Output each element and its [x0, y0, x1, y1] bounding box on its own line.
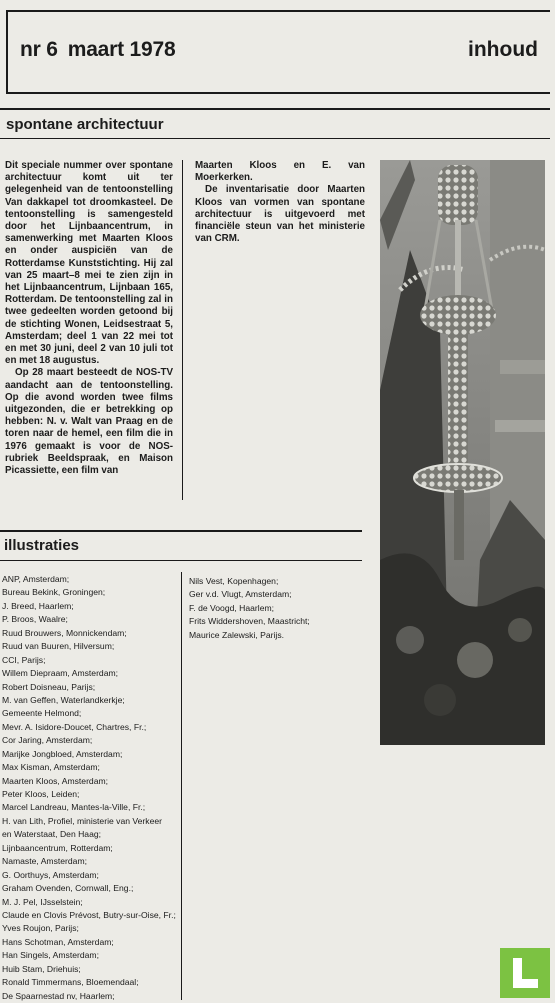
contents-label: inhoud: [468, 38, 538, 61]
credit-entry: Ger v.d. Vlugt, Amsterdam;: [189, 589, 292, 600]
publisher-logo: [500, 948, 550, 998]
article-column-2: [195, 160, 365, 245]
credit-entry: De Spaarnestad nv, Haarlem;: [2, 990, 115, 1001]
credit-entry: Max Kisman, Amsterdam;: [2, 762, 100, 773]
credit-entry: ANP, Amsterdam;: [2, 574, 70, 584]
credit-entry: Graham Ovenden, Cornwall, Eng.;: [2, 883, 134, 894]
credit-entry: Robert Doisneau, Parijs;: [2, 681, 96, 692]
letter-L-logo-icon: [500, 948, 550, 998]
credit-entry: Namaste, Amsterdam;: [2, 856, 88, 867]
column-divider: [182, 160, 183, 500]
article-paragraph: Dit speciale nummer over spontane architectuur komt uit ter gelegenheid van de tentoonstelling Van dakkapel tot droomkasteel. De tentoonstelling is samengesteld door het Lijnbaancentrum, in samenwerking met Maarten Kloos en onder auspiciën van de Rotterdamse Kunststichting. Hij zal van 25 maart–8 mei te zien zijn in het Lijnbaancentrum, Lijnbaan 165, Rotterdam. De tentoonstelling zal in twee gedeelten worden getoond bij de stichting Wonen, Leidsestraat 5, Amsterdam; deel 1 van 22 mei tot en met 30 juni, deel 2 van 10 juli tot en met 18 augustus.: [5, 160, 173, 367]
credit-entry: Hans Schotman, Amsterdam;: [2, 936, 114, 947]
credits-column-2: [189, 575, 310, 642]
credit-entry: Ronald Timmermans, Bloemendaal;: [2, 977, 139, 988]
credit-entry: Huib Stam, Driehuis;: [2, 963, 81, 974]
tower-photograph-art: [380, 160, 545, 745]
credit-entry: Gemeente Helmond;: [2, 708, 82, 719]
credit-entry: Marcel Landreau, Mantes-la-Ville, Fr.;: [2, 802, 146, 813]
top-rule: [6, 10, 550, 12]
credit-entry: Yves Roujon, Parijs;: [2, 923, 79, 934]
section-title: spontane architectuur: [6, 116, 164, 133]
credit-entry: Ruud Brouwers, Monnickendam;: [2, 627, 127, 638]
illustrations-rule-bottom: [0, 560, 362, 561]
credit-entry: Mevr. A. Isidore-Doucet, Chartres, Fr.;: [2, 721, 147, 732]
credit-entry: CCI, Parijs;: [2, 654, 46, 665]
article-column-1: [5, 160, 173, 477]
credit-entry: M. van Geffen, Waterlandkerkje;: [2, 694, 125, 705]
article-paragraph: De inventarisatie door Maarten Kloos van vormen van spontane architectuur is uitgevoerd met financiële steun van het ministerie van CRM.: [195, 184, 365, 245]
credit-entry: H. van Lith, Profiel, ministerie van Verkeer: [2, 815, 163, 826]
credit-entry: Bureau Bekink, Groningen;: [2, 587, 106, 598]
article-paragraph: Maarten Kloos en E. van Moerkerken.: [195, 160, 365, 184]
credit-entry: P. Broos, Waalre;: [2, 614, 68, 625]
illustrations-rule-top: [0, 530, 362, 532]
credit-entry: Maurice Zalewski, Parijs.: [189, 629, 285, 640]
header-rule: [6, 92, 550, 94]
credit-entry: Han Singels, Amsterdam;: [2, 950, 99, 961]
section-rule-bottom: [0, 138, 550, 139]
credit-entry: Lijnbaancentrum, Rotterdam;: [2, 842, 113, 853]
issue-number: nr 6: [20, 38, 58, 61]
credit-entry: Marijke Jongbloed, Amsterdam;: [2, 748, 123, 759]
credits-column-1: [2, 573, 180, 1003]
credit-entry: G. Oorthuys, Amsterdam;: [2, 869, 99, 880]
article-paragraph: Op 28 maart besteedt de NOS-TV aandacht aan de tentoonstelling. Op die avond worden twee films uitgezonden, die er betrekking op hebben: N. v. Walt van Praag en de toren naar de hemel, een film die in 1976 gemaakt is voor de NOS-rubriek Beeldspraak, en Maison Picassiette, een film van: [5, 367, 173, 477]
credit-entry: Maarten Kloos, Amsterdam;: [2, 775, 109, 786]
credit-entry: Ruud van Buuren, Hilversum;: [2, 641, 115, 652]
illustrations-title: illustraties: [4, 537, 80, 554]
section-rule-top: [0, 108, 550, 110]
credit-entry: Frits Widdershoven, Maastricht;: [189, 616, 310, 627]
credit-entry: Claude en Clovis Prévost, Butry-sur-Oise, Fr.;: [2, 909, 176, 920]
credit-entry: Cor Jaring, Amsterdam;: [2, 735, 93, 746]
header-left-border: [6, 10, 8, 94]
issue-heading: [20, 38, 175, 62]
credit-entry: F. de Voogd, Haarlem;: [189, 602, 275, 613]
tower-photograph: [380, 160, 545, 745]
credit-entry: Willem Diepraam, Amsterdam;: [2, 668, 119, 679]
credit-entry: J. Breed, Haarlem;: [2, 600, 74, 611]
credit-entry: en Waterstaat, Den Haag;: [2, 829, 102, 840]
credit-entry: Nils Vest, Kopenhagen;: [189, 576, 279, 586]
issue-date: maart 1978: [67, 38, 176, 61]
credits-divider: [181, 572, 182, 1000]
credit-entry: M. J. Pel, IJsselstein;: [2, 896, 83, 907]
credit-entry: Peter Kloos, Leiden;: [2, 789, 80, 799]
